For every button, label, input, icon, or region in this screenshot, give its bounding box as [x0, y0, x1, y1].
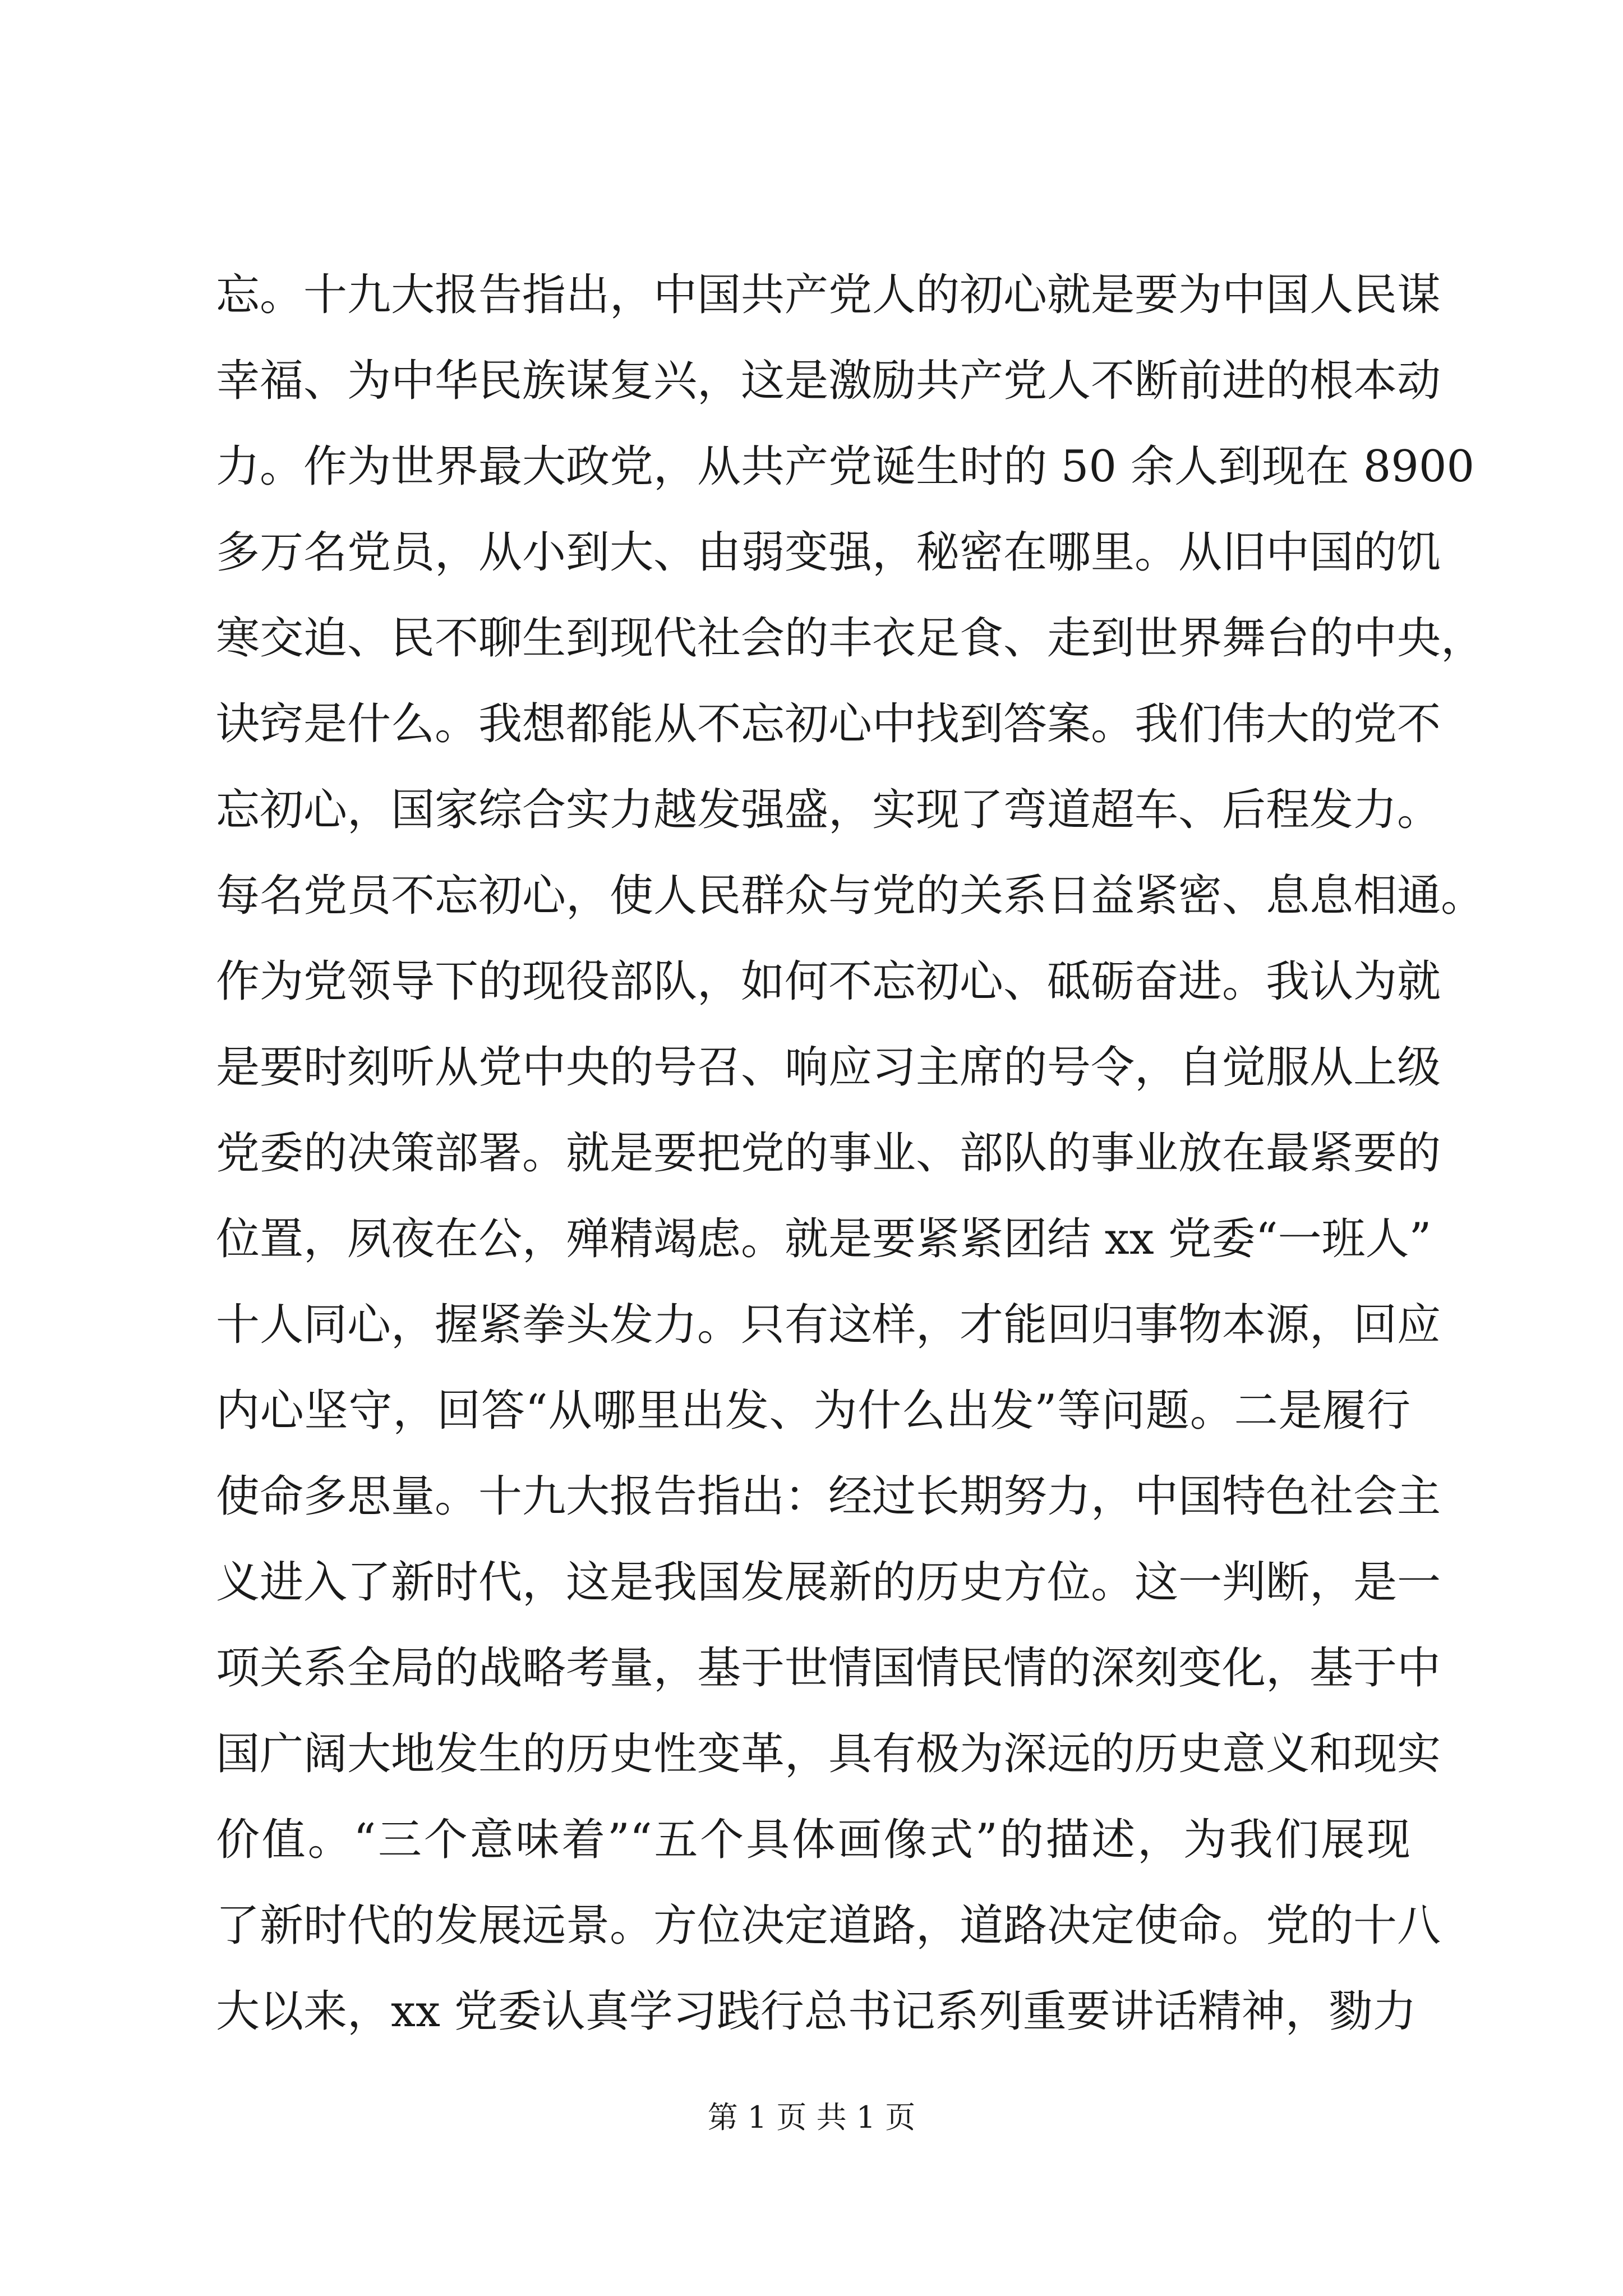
text-line: 了新时代的发展远景。方位决定道路，道路决定使命。党的十八 — [216, 1901, 1441, 1951]
body-text — [216, 252, 1485, 2055]
page-footer — [0, 2095, 1623, 2140]
text-line: 多万名党员，从小到大、由弱变强，秘密在哪里。从旧中国的饥 — [216, 527, 1441, 578]
text-line: 党委的决策部署。就是要把党的事业、部队的事业放在最紧要的 — [216, 1128, 1441, 1179]
text-line: 项关系全局的战略考量，基于世情国情民情的深刻变化，基于中 — [216, 1643, 1441, 1694]
text-line: 力。作为世界最大政党，从共产党诞生时的 50 余人到现在 8900 — [216, 441, 1475, 492]
text-line: 内心坚守，回答“从哪里出发、为什么出发”等问题。二是履行 — [216, 1386, 1410, 1436]
text-line: 寒交迫、民不聊生到现代社会的丰衣足食、走到世界舞台的中央， — [216, 613, 1485, 664]
text-line: 使命多思量。十九大报告指出：经过长期努力，中国特色社会主 — [216, 1471, 1441, 1522]
text-line: 十人同心，握紧拳头发力。只有这样，才能回归事物本源，回应 — [216, 1300, 1441, 1350]
text-line: 义进入了新时代，这是我国发展新的历史方位。这一判断，是一 — [216, 1557, 1441, 1608]
text-line: 诀窍是什么。我想都能从不忘初心中找到答案。我们伟大的党不 — [216, 699, 1441, 749]
text-line: 价值。“三个意味着”“五个具体画像式”的描述，为我们展现 — [216, 1815, 1410, 1865]
text-line: 是要时刻听从党中央的号召、响应习主席的号令，自觉服从上级 — [216, 1042, 1441, 1093]
text-line: 忘。十九大报告指出，中国共产党人的初心就是要为中国人民谋 — [216, 270, 1441, 320]
text-line: 忘初心，国家综合实力越发强盛，实现了弯道超车、后程发力。 — [216, 785, 1441, 835]
text-line: 位置，夙夜在公，殚精竭虑。就是要紧紧团结 xx 党委“一班人” — [216, 1214, 1432, 1264]
text-line: 大以来，xx 党委认真学习践行总书记系列重要讲话精神，勠力 — [216, 1986, 1417, 2037]
text-line: 作为党领导下的现役部队，如何不忘初心、砥砺奋进。我认为就 — [216, 956, 1441, 1007]
text-line: 幸福、为中华民族谋复兴，这是激励共产党人不断前进的根本动 — [216, 356, 1441, 406]
text-line: 每名党员不忘初心，使人民群众与党的关系日益紧密、息息相通。 — [216, 871, 1485, 921]
text-line: 国广阔大地发生的历史性变革，具有极为深远的历史意义和现实 — [216, 1729, 1441, 1779]
page-number: 第 1 页 共 1 页 — [707, 2100, 916, 2135]
